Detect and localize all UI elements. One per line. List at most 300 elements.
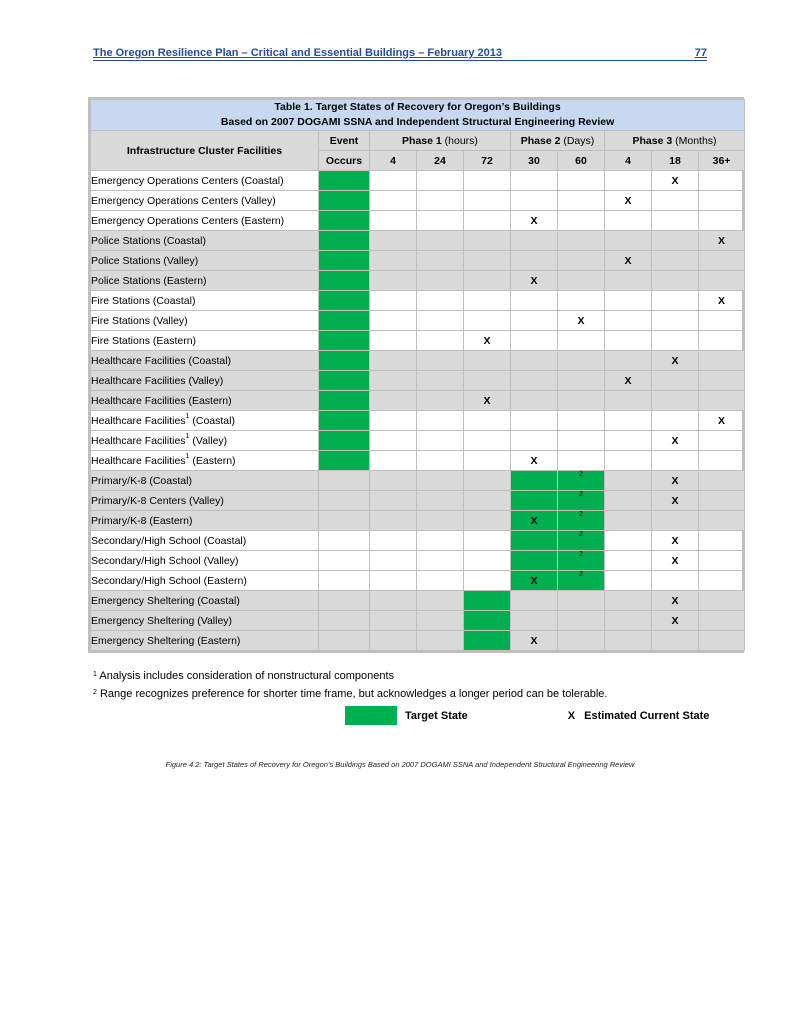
- recovery-cell: [699, 551, 745, 571]
- facility-name: Secondary/High School (Eastern): [91, 574, 247, 587]
- facility-label: [91, 431, 319, 451]
- recovery-cell: [605, 231, 652, 251]
- recovery-cell: [699, 611, 745, 631]
- recovery-cell: [652, 251, 699, 271]
- phase3-label: Phase 3: [632, 134, 673, 147]
- recovery-cell: [370, 191, 417, 211]
- recovery-cell: [464, 171, 511, 191]
- current-state-mark: X: [483, 334, 491, 347]
- facility-name: Primary/K-8 Centers (Valley): [91, 494, 224, 507]
- table-row: [91, 431, 745, 451]
- recovery-cell: [511, 351, 558, 371]
- target-state-cell: [511, 511, 558, 531]
- recovery-cell: [417, 371, 464, 391]
- subcol-header: 72: [464, 151, 511, 171]
- recovery-cell: [652, 291, 699, 311]
- facility-label: [91, 271, 319, 291]
- recovery-cell: [417, 291, 464, 311]
- recovery-cell: [652, 231, 699, 251]
- recovery-cell: [417, 611, 464, 631]
- recovery-cell: [370, 431, 417, 451]
- facility-label: [91, 411, 319, 431]
- facility-label: [91, 171, 319, 191]
- recovery-cell: [652, 331, 699, 351]
- recovery-cell: [652, 611, 699, 631]
- facility-label: [91, 311, 319, 331]
- recovery-cell: [605, 551, 652, 571]
- recovery-cell: [605, 171, 652, 191]
- current-state-mark: X: [671, 494, 679, 507]
- recovery-cell: [699, 451, 745, 471]
- target-state-cell: [464, 631, 511, 651]
- current-state-mark: X: [567, 709, 576, 722]
- recovery-cell: [511, 191, 558, 211]
- facility-name: Primary/K-8 (Coastal): [91, 474, 192, 487]
- recovery-cell: [558, 251, 605, 271]
- recovery-cell: [511, 611, 558, 631]
- recovery-cell: [652, 311, 699, 331]
- table-title: [91, 100, 745, 131]
- recovery-cell: [464, 291, 511, 311]
- target-state-cell: [319, 311, 370, 331]
- table-row: [91, 531, 745, 551]
- recovery-cell: [464, 311, 511, 331]
- recovery-cell: [464, 231, 511, 251]
- recovery-cell: [605, 211, 652, 231]
- facility-name: Emergency Operations Centers (Eastern): [91, 214, 285, 227]
- recovery-cell: [370, 231, 417, 251]
- recovery-cell: [605, 251, 652, 271]
- subcol-header: 4: [370, 151, 417, 171]
- table-title-line2: Based on 2007 DOGAMI SSNA and Independent Structural Engineering Review: [220, 116, 615, 128]
- recovery-cell: [699, 631, 745, 651]
- facilities-header: Infrastructure Cluster Facilities: [91, 131, 319, 171]
- recovery-cell: [652, 511, 699, 531]
- target-state-cell: [319, 291, 370, 311]
- phase2-unit: (Days): [563, 134, 595, 147]
- subcol-header: 60: [558, 151, 605, 171]
- recovery-cell: [370, 491, 417, 511]
- recovery-cell: [511, 211, 558, 231]
- recovery-cell: [558, 351, 605, 371]
- recovery-cell: [605, 271, 652, 291]
- footnote-2-text: Range recognizes preference for shorter time frame, but acknowledges a longer period can be tolerable.: [99, 688, 608, 700]
- range-note-mark: 2: [579, 511, 583, 518]
- recovery-cell: [417, 351, 464, 371]
- current-state-mark: X: [530, 274, 538, 287]
- target-state-cell: [558, 511, 605, 531]
- target-state-cell: [319, 271, 370, 291]
- target-state-cell: [319, 191, 370, 211]
- range-note-mark: 2: [579, 551, 583, 558]
- facility-label: [91, 331, 319, 351]
- current-state-mark: X: [671, 474, 679, 487]
- recovery-cell: [652, 171, 699, 191]
- event-header-bottom: Occurs: [319, 151, 370, 171]
- recovery-cell: [319, 611, 370, 631]
- recovery-cell: [699, 271, 745, 291]
- recovery-cell: [699, 391, 745, 411]
- table-row: [91, 491, 745, 511]
- table-row: [91, 271, 745, 291]
- recovery-cell: [699, 351, 745, 371]
- recovery-cell: [652, 371, 699, 391]
- table-title-line1: Table 1. Target States of Recovery for Oregon’s Buildings: [274, 101, 561, 113]
- target-state-cell: [558, 531, 605, 551]
- recovery-cell: [699, 211, 745, 231]
- facility-label: [91, 531, 319, 551]
- current-state-mark: X: [530, 574, 538, 587]
- legend: [345, 706, 709, 725]
- recovery-table-container: [88, 97, 744, 653]
- subcol-header: 18: [652, 151, 699, 171]
- target-state-cell: [511, 571, 558, 591]
- footnote-ref: 1: [185, 432, 190, 440]
- recovery-cell: [417, 191, 464, 211]
- recovery-cell: [699, 491, 745, 511]
- facility-name: Primary/K-8 (Eastern): [91, 514, 193, 527]
- target-state-cell: [319, 351, 370, 371]
- subcol-header: 30: [511, 151, 558, 171]
- table-row: [91, 331, 745, 351]
- table-row: [91, 351, 745, 371]
- recovery-cell: [558, 171, 605, 191]
- recovery-cell: [652, 411, 699, 431]
- facility-name: Secondary/High School (Valley): [91, 554, 239, 567]
- recovery-cell: [558, 431, 605, 451]
- recovery-cell: [511, 591, 558, 611]
- recovery-cell: [605, 191, 652, 211]
- facility-name: Healthcare Facilities (Eastern): [91, 394, 232, 407]
- recovery-cell: [699, 331, 745, 351]
- recovery-cell: [558, 391, 605, 411]
- current-state-mark: X: [671, 174, 679, 187]
- recovery-cell: [370, 571, 417, 591]
- target-state-cell: [511, 471, 558, 491]
- recovery-cell: [699, 371, 745, 391]
- recovery-table: [90, 99, 745, 651]
- target-state-label: Target State: [405, 709, 468, 722]
- target-state-cell: [558, 471, 605, 491]
- recovery-cell: [699, 231, 745, 251]
- facility-region: (Eastern): [189, 454, 236, 467]
- recovery-cell: [417, 591, 464, 611]
- recovery-cell: [511, 411, 558, 431]
- recovery-cell: [417, 411, 464, 431]
- table-row: [91, 591, 745, 611]
- recovery-cell: [558, 291, 605, 311]
- facility-name: Fire Stations (Coastal): [91, 294, 196, 307]
- recovery-cell: [370, 631, 417, 651]
- recovery-cell: [699, 531, 745, 551]
- recovery-cell: [652, 491, 699, 511]
- recovery-cell: [605, 371, 652, 391]
- recovery-cell: [699, 171, 745, 191]
- target-state-cell: [319, 231, 370, 251]
- recovery-cell: [699, 511, 745, 531]
- phase2-label: Phase 2: [520, 134, 561, 147]
- facility-name: Healthcare Facilities: [91, 414, 186, 427]
- target-state-cell: [319, 391, 370, 411]
- target-state-cell: [558, 571, 605, 591]
- recovery-cell: [417, 431, 464, 451]
- recovery-cell: [370, 331, 417, 351]
- facility-label: [91, 371, 319, 391]
- table-row: [91, 631, 745, 651]
- current-state-mark: X: [671, 554, 679, 567]
- recovery-cell: [558, 591, 605, 611]
- facility-label: [91, 491, 319, 511]
- footnote-ref: 1: [185, 412, 190, 420]
- recovery-cell: [464, 391, 511, 411]
- facility-label: [91, 471, 319, 491]
- recovery-cell: [558, 611, 605, 631]
- facility-label: [91, 551, 319, 571]
- subcol-header: 24: [417, 151, 464, 171]
- phase1-label: Phase 1: [402, 134, 442, 147]
- recovery-cell: [558, 231, 605, 251]
- recovery-cell: [370, 411, 417, 431]
- recovery-cell: [370, 311, 417, 331]
- recovery-cell: [464, 551, 511, 571]
- recovery-cell: [558, 631, 605, 651]
- target-state-cell: [464, 611, 511, 631]
- recovery-cell: [558, 271, 605, 291]
- table-row: [91, 171, 745, 191]
- recovery-cell: [652, 451, 699, 471]
- facility-label: [91, 611, 319, 631]
- table-row: [91, 251, 745, 271]
- recovery-cell: [605, 611, 652, 631]
- facility-label: [91, 351, 319, 371]
- recovery-cell: [319, 631, 370, 651]
- recovery-cell: [605, 391, 652, 411]
- recovery-cell: [370, 251, 417, 271]
- current-state-mark: X: [530, 454, 538, 467]
- table-row: [91, 191, 745, 211]
- target-state-cell: [464, 591, 511, 611]
- facility-label: [91, 571, 319, 591]
- recovery-cell: [319, 531, 370, 551]
- recovery-cell: [511, 431, 558, 451]
- recovery-cell: [370, 351, 417, 371]
- recovery-cell: [605, 491, 652, 511]
- target-state-cell: [511, 531, 558, 551]
- target-state-swatch: [345, 706, 397, 725]
- table-row: [91, 611, 745, 631]
- recovery-cell: [511, 451, 558, 471]
- current-state-mark: X: [718, 234, 726, 247]
- recovery-cell: [605, 451, 652, 471]
- recovery-cell: [605, 331, 652, 351]
- current-state-mark: X: [671, 594, 679, 607]
- recovery-cell: [464, 431, 511, 451]
- current-state-mark: X: [671, 614, 679, 627]
- recovery-cell: [370, 451, 417, 471]
- facility-name: Emergency Operations Centers (Coastal): [91, 174, 284, 187]
- current-state-mark: X: [624, 194, 632, 207]
- recovery-cell: [511, 271, 558, 291]
- target-state-cell: [319, 331, 370, 351]
- recovery-cell: [370, 211, 417, 231]
- recovery-cell: [370, 291, 417, 311]
- recovery-cell: [417, 531, 464, 551]
- recovery-cell: [417, 571, 464, 591]
- phase1-unit: (hours): [444, 134, 478, 147]
- table-row: [91, 471, 745, 491]
- recovery-cell: [319, 471, 370, 491]
- recovery-cell: [511, 171, 558, 191]
- facility-label: [91, 251, 319, 271]
- footnote-1-text: Analysis includes consideration of nonstructural components: [99, 670, 395, 682]
- recovery-cell: [605, 351, 652, 371]
- facility-name: Police Stations (Valley): [91, 254, 199, 267]
- recovery-cell: [319, 571, 370, 591]
- recovery-cell: [699, 471, 745, 491]
- recovery-cell: [319, 491, 370, 511]
- recovery-cell: [558, 411, 605, 431]
- recovery-cell: [652, 211, 699, 231]
- event-header-top: Event: [319, 131, 370, 151]
- page-header: [93, 47, 707, 61]
- table-row: [91, 291, 745, 311]
- facility-label: [91, 211, 319, 231]
- target-state-cell: [319, 371, 370, 391]
- recovery-cell: [464, 331, 511, 351]
- recovery-cell: [417, 251, 464, 271]
- facility-label: [91, 391, 319, 411]
- facility-name: Fire Stations (Eastern): [91, 334, 197, 347]
- facility-name: Fire Stations (Valley): [91, 314, 188, 327]
- recovery-cell: [370, 551, 417, 571]
- facility-name: Healthcare Facilities: [91, 454, 186, 467]
- range-note-mark: 2: [579, 571, 583, 578]
- recovery-cell: [464, 211, 511, 231]
- range-note-mark: 2: [579, 471, 583, 478]
- current-state-mark: X: [671, 534, 679, 547]
- recovery-cell: [370, 271, 417, 291]
- recovery-cell: [417, 171, 464, 191]
- recovery-cell: [511, 291, 558, 311]
- target-state-cell: [319, 211, 370, 231]
- subcol-header: 36+: [699, 151, 745, 171]
- recovery-cell: [652, 191, 699, 211]
- target-state-cell: [511, 551, 558, 571]
- recovery-cell: [417, 331, 464, 351]
- recovery-cell: [417, 491, 464, 511]
- header-title: The Oregon Resilience Plan – Critical and Essential Buildings – February 2013: [93, 47, 502, 59]
- recovery-cell: [605, 571, 652, 591]
- facility-label: [91, 511, 319, 531]
- recovery-cell: [558, 331, 605, 351]
- current-state-mark: X: [671, 354, 679, 367]
- recovery-cell: [652, 591, 699, 611]
- recovery-cell: [511, 331, 558, 351]
- phase3-unit: (Months): [675, 134, 717, 147]
- footnote-2-number: 2: [93, 689, 97, 696]
- recovery-cell: [652, 631, 699, 651]
- recovery-cell: [417, 451, 464, 471]
- recovery-cell: [511, 391, 558, 411]
- table-row: [91, 391, 745, 411]
- target-state-cell: [319, 431, 370, 451]
- current-state-mark: X: [671, 434, 679, 447]
- target-state-cell: [558, 491, 605, 511]
- recovery-cell: [511, 631, 558, 651]
- recovery-cell: [558, 211, 605, 231]
- facility-label: [91, 191, 319, 211]
- recovery-cell: [558, 371, 605, 391]
- recovery-cell: [417, 471, 464, 491]
- header-row-1: [91, 131, 745, 151]
- recovery-cell: [370, 591, 417, 611]
- recovery-cell: [464, 251, 511, 271]
- recovery-cell: [511, 371, 558, 391]
- recovery-cell: [417, 631, 464, 651]
- recovery-cell: [605, 431, 652, 451]
- recovery-cell: [605, 291, 652, 311]
- table-row: [91, 511, 745, 531]
- recovery-cell: [319, 551, 370, 571]
- current-state-mark: X: [530, 634, 538, 647]
- recovery-cell: [699, 571, 745, 591]
- footnote-ref: 1: [185, 452, 190, 460]
- table-title-row: [91, 100, 745, 131]
- facility-name: Emergency Sheltering (Coastal): [91, 594, 240, 607]
- recovery-cell: [370, 371, 417, 391]
- recovery-cell: [652, 531, 699, 551]
- phase1-header: [370, 131, 511, 151]
- recovery-cell: [464, 471, 511, 491]
- target-state-cell: [319, 451, 370, 471]
- recovery-cell: [652, 551, 699, 571]
- current-state-mark: X: [530, 214, 538, 227]
- recovery-cell: [417, 551, 464, 571]
- recovery-cell: [699, 411, 745, 431]
- current-state-mark: X: [718, 294, 726, 307]
- recovery-cell: [370, 471, 417, 491]
- recovery-cell: [464, 491, 511, 511]
- facility-label: [91, 451, 319, 471]
- recovery-cell: [699, 251, 745, 271]
- figure-caption: Figure 4.2: Target States of Recovery for Oregon’s Buildings Based on 2007 DOGAMI SSNA and Independent Structural Engineering Review: [165, 760, 635, 769]
- phase3-header: [605, 131, 745, 151]
- recovery-cell: [417, 211, 464, 231]
- facility-name: Emergency Sheltering (Valley): [91, 614, 233, 627]
- range-note-mark: 2: [579, 531, 583, 538]
- recovery-cell: [464, 451, 511, 471]
- recovery-cell: [464, 271, 511, 291]
- table-row: [91, 211, 745, 231]
- current-state-label: Estimated Current State: [584, 709, 710, 722]
- recovery-cell: [605, 311, 652, 331]
- table-row: [91, 451, 745, 471]
- recovery-cell: [511, 231, 558, 251]
- recovery-cell: [511, 251, 558, 271]
- recovery-cell: [417, 511, 464, 531]
- recovery-cell: [417, 271, 464, 291]
- recovery-cell: [605, 471, 652, 491]
- facility-label: [91, 631, 319, 651]
- recovery-cell: [699, 311, 745, 331]
- recovery-cell: [558, 191, 605, 211]
- recovery-cell: [699, 591, 745, 611]
- recovery-cell: [417, 311, 464, 331]
- page-number: 77: [694, 47, 707, 59]
- recovery-cell: [464, 531, 511, 551]
- phase2-header: [511, 131, 605, 151]
- recovery-cell: [652, 271, 699, 291]
